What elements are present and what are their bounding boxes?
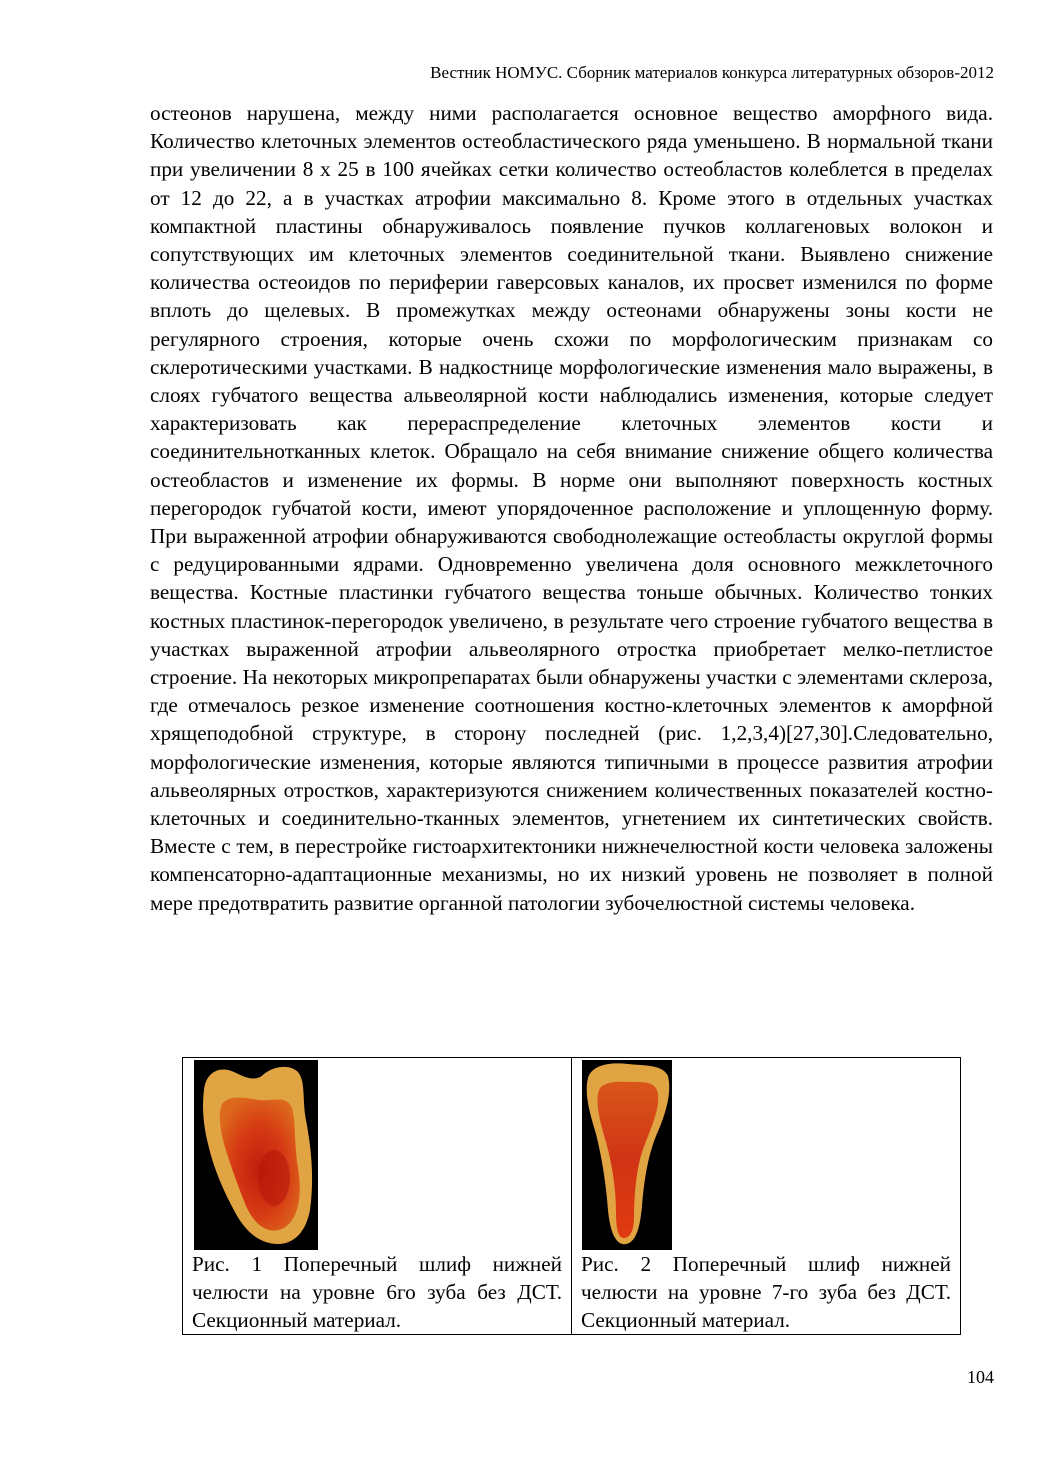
- figure-table: [182, 1057, 961, 1335]
- figure-caption-1: Рис. 1 Поперечный шлиф нижней челюсти на уровне 6го зуба без ДСТ. Секционный материал.: [192, 1252, 562, 1333]
- page-number: 104: [967, 1367, 994, 1387]
- figure-caption-2: Рис. 2 Поперечный шлиф нижней челюсти на уровне 7-го зуба без ДСТ. Секционный материал.: [581, 1252, 951, 1333]
- figure-cell-1: [183, 1058, 572, 1335]
- jaw-section-image-2: [582, 1060, 672, 1250]
- running-header: Вестник НОМУС. Сборник материалов конкурса литературных обзоров-2012: [430, 63, 994, 82]
- jaw-section-image-1: [194, 1060, 318, 1250]
- figure-cell-2: [572, 1058, 961, 1335]
- body-paragraph: остеонов нарушена, между ними располагается основное вещество аморфного вида. Количество клеточных элементов остеобластического ряда уменьшено. В нормальной ткани при увеличении 8 х 25 в 100 ячейках сетки количество остеобластов колеблется в пределах от 12 до 22, а в участках атрофии максимально 8. Кроме этого в отдельных участках компактной пластины обнаруживалось появление пучков коллагеновых волокон и сопутствующих им клеточных элементов соединительной ткани. Выявлено снижение количества остеоидов по периферии гаверсовых каналов, их просвет изменился по форме вплоть до щелевых. В промежутках между остеонами обнаружены зоны кости не регулярного строения, которые очень схожи по морфологическим признакам со склеротическими участками. В надкостнице морфологические изменения мало выражены, в слоях губчатого вещества альвеолярной кости наблюдались изменения, которые следует характеризовать как перераспределение клеточных элементов кости и соединительнотканных клеток. Обращало на себя внимание снижение общего количества остеобластов и изменение их формы. В норме они выполняют поверхность костных перегородок губчатой кости, имеют упорядоченное расположение и уплощенную форму. При выраженной атрофии обнаруживаются свободнолежащие остеобласты округлой формы с редуцированными ядрами. Одновременно увеличена доля основного межклеточного вещества. Костные пластинки губчатого вещества тоньше обычных. Количество тонких костных пластинок-перегородок увеличено, в результате чего строение губчатого вещества в участках выраженной атрофии альвеолярного отростка приобретает мелко-петлистое строение. На некоторых микропрепаратах были обнаружены участки с элементами склероза, где отмечалось резкое изменение соотношения костно-клеточных элементов к аморфной хрящеподобной структуре, в сторону последней (рис. 1,2,3,4)[27,30].Следовательно, морфологические изменения, которые являются типичными в процессе развития атрофии альвеолярных отростков, характеризуются снижением количественных показателей костно-клеточных и соединительно-тканных элементов, угнетением их синтетических свойств. Вместе с тем, в перестройке гистоархитектоники нижнечелюстной кости человека заложены компенсаторно-адаптационные механизмы, но их низкий уровень не позволяет в полной мере предотвратить развитие органной патологии зубочелюстной системы человека.: [150, 101, 993, 915]
